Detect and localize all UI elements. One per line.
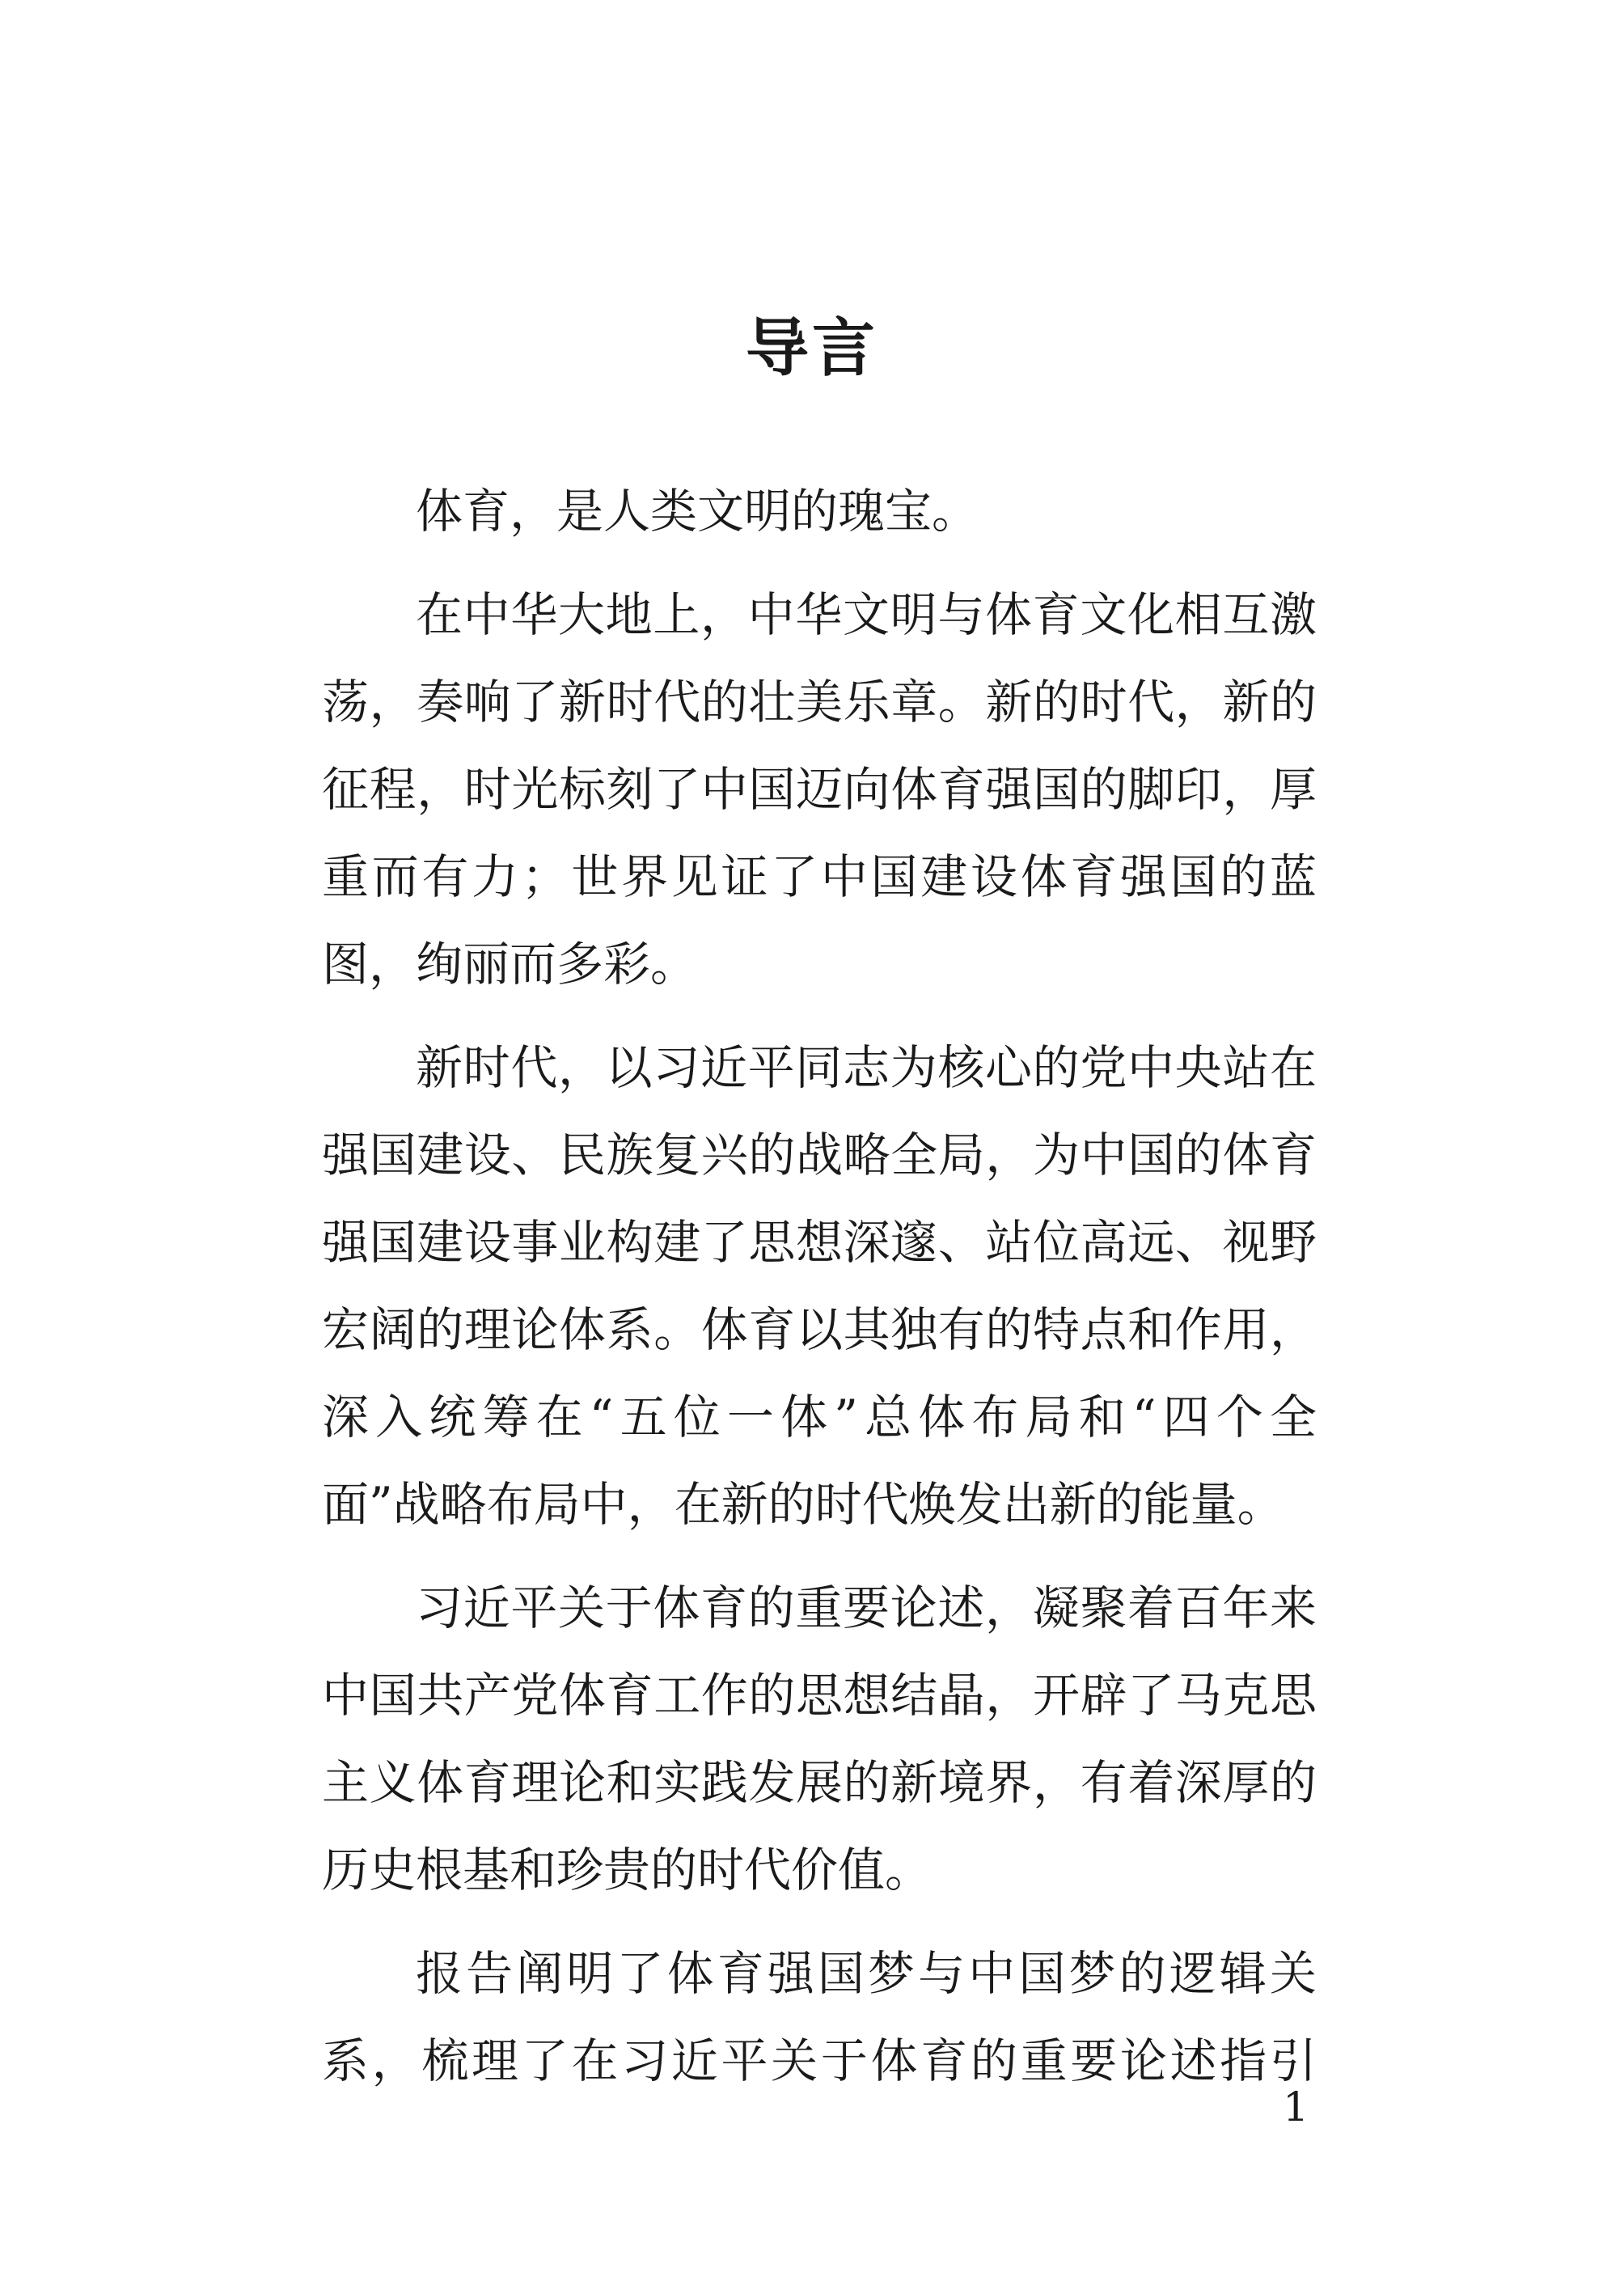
text-line: 荡，奏响了新时代的壮美乐章。新的时代，新的 bbox=[322, 675, 1317, 730]
text-line: 征程，时光标刻了中国迈向体育强国的脚印，厚 bbox=[322, 762, 1317, 817]
page-title: 导言 bbox=[745, 311, 878, 385]
text-line: 宏阔的理论体系。体育以其独有的特点和作用， bbox=[322, 1302, 1317, 1357]
text-line: 历史根基和珍贵的时代价值。 bbox=[322, 1842, 933, 1897]
text-line: 主义体育理论和实践发展的新境界，有着深厚的 bbox=[322, 1755, 1317, 1810]
text-line: 报告阐明了体育强国梦与中国梦的逻辑关 bbox=[416, 1946, 1317, 2001]
text-line: 深入统筹在“五位一体”总体布局和“四个全 bbox=[322, 1390, 1317, 1445]
text-line: 图，绚丽而多彩。 bbox=[322, 937, 698, 992]
body-text bbox=[322, 467, 1317, 2105]
text-line: 系，梳理了在习近平关于体育的重要论述指引 bbox=[322, 2033, 1317, 2088]
page-number: 1 bbox=[1283, 2084, 1309, 2130]
text-line: 面”战略布局中，在新的时代焕发出新的能量。 bbox=[322, 1477, 1284, 1532]
paragraph-5 bbox=[322, 1930, 1317, 2105]
paragraph-3 bbox=[322, 1024, 1317, 1548]
text-line: 新时代，以习近平同志为核心的党中央站在 bbox=[416, 1040, 1317, 1095]
text-line: 体育，是人类文明的瑰宝。 bbox=[416, 484, 979, 539]
paragraph-4 bbox=[322, 1564, 1317, 1914]
text-line: 强国建设事业构建了思想深邃、站位高远、视野 bbox=[322, 1215, 1317, 1270]
text-line: 在中华大地上，中华文明与体育文化相互激 bbox=[416, 587, 1317, 642]
paragraph-2 bbox=[322, 571, 1317, 1008]
text-line: 习近平关于体育的重要论述，凝聚着百年来 bbox=[416, 1580, 1317, 1635]
text-line: 重而有力；世界见证了中国建设体育强国的蓝 bbox=[322, 849, 1317, 904]
text-line: 中国共产党体育工作的思想结晶，开辟了马克思 bbox=[322, 1668, 1317, 1723]
paragraph-1 bbox=[322, 467, 1317, 555]
text-line: 强国建设、民族复兴的战略全局，为中国的体育 bbox=[322, 1127, 1317, 1182]
